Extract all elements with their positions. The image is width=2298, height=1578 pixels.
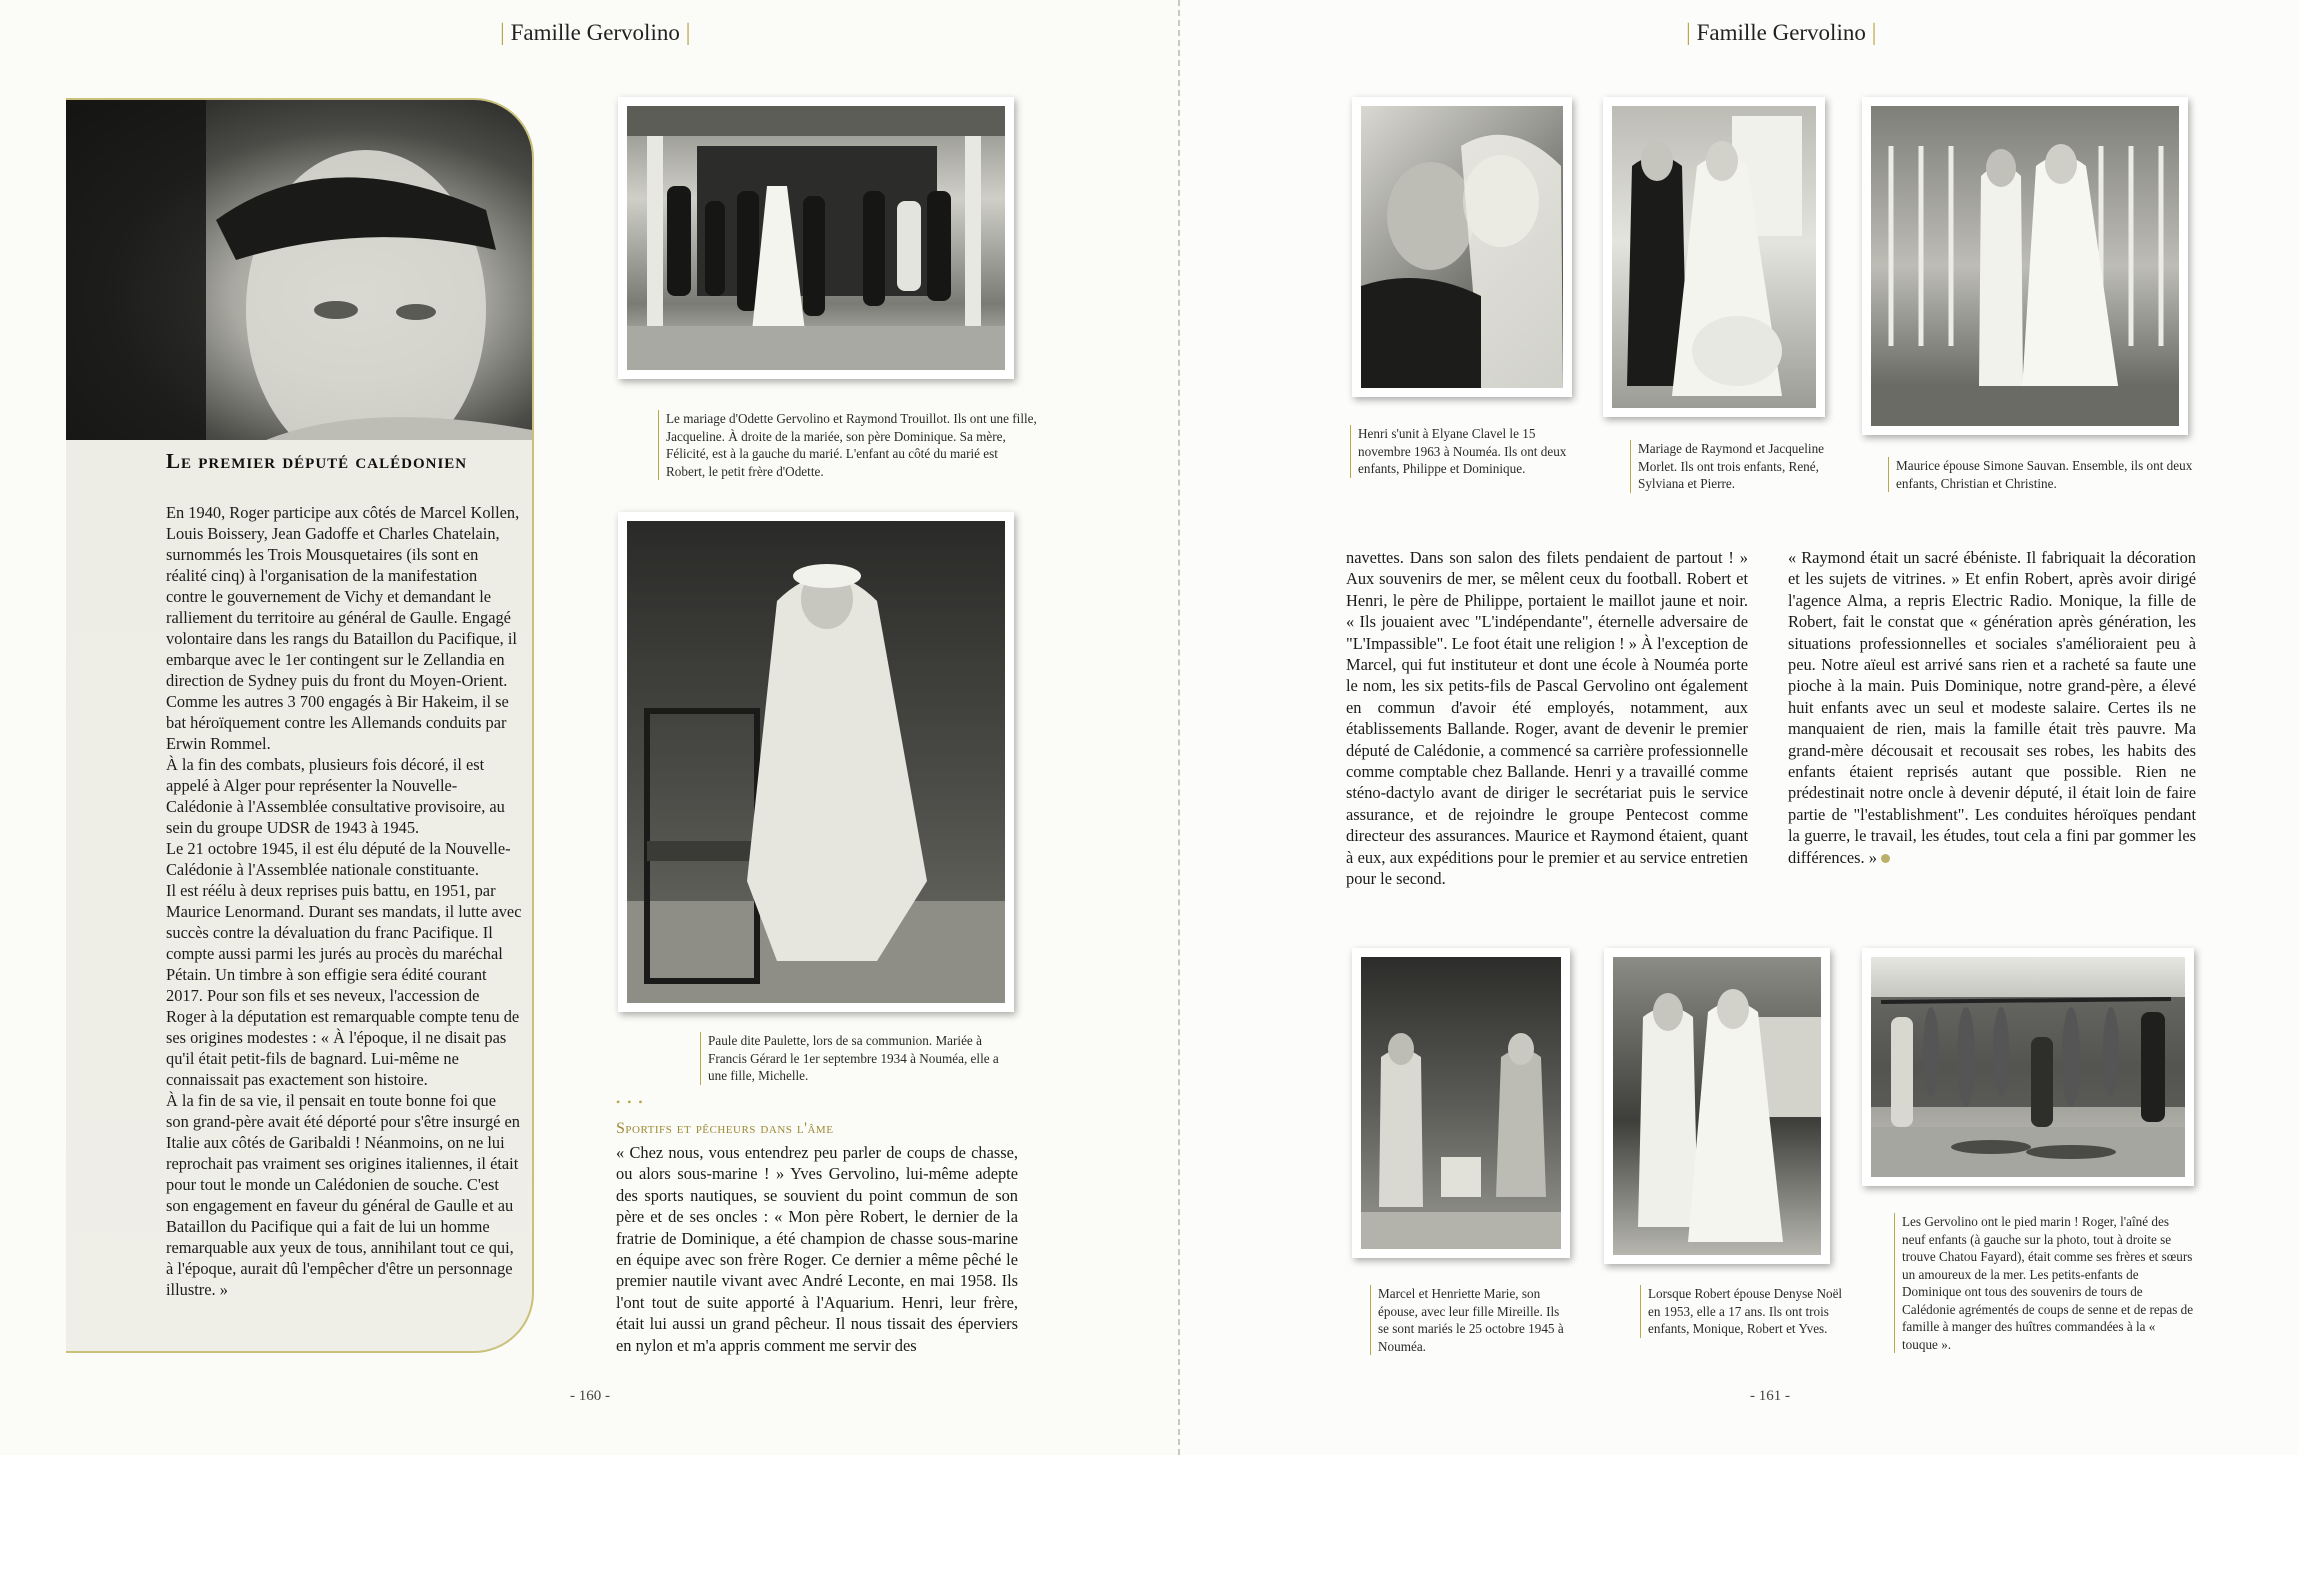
body-column-2 (1346, 547, 1748, 890)
caption-maurice: Maurice épouse Simone Sauvan. Ensemble, ils ont deux enfants, Christian et Christine. (1888, 457, 2198, 492)
sidebar-paragraph: À la fin de sa vie, il pensait en toute bonne foi que son grand-père avait été déporté pour s'être insurgé en Italie aux côtés de Garibaldi ! Néanmoins, on ne lui reprochait pas vraiment ses origines italiennes, il était pour tout le monde un Calédonien de souche. C'est son engagement en faveur du général de Gaulle et au Bataillon du Pacifique qui a fait de lui un homme remarquable aux yeux de tous, annihilant tout ce qui, à l'époque, aurait dû l'empêcher d'être un personnage illustre. » (166, 1091, 520, 1299)
caption-robert: Lorsque Robert épouse Denyse Noël en 1953, elle a 17 ans. Ils ont trois enfants, Monique, Robert et Yves. (1640, 1285, 1850, 1338)
caption-wedding-odette: Le mariage d'Odette Gervolino et Raymond Trouillot. Ils ont une fille, Jacqueline. À droite de la mariée, son père Dominique. Sa mère, Félicité, est à la gauche du marié. L'enfant au côté du marié est Robert, le petit frère d'Odette. (658, 410, 1038, 480)
sidebar-paragraph: À la fin des combats, plusieurs fois décoré, il est appelé à Alger pour représenter la Nouvelle-Calédonie à l'Assemblée consultative provisoire, au sein du groupe UDSR de 1943 à 1945. (166, 755, 505, 837)
page-number-right: - 161 - (1750, 1388, 1790, 1404)
photo-wedding-odette (618, 97, 1014, 379)
caption-marcel: Marcel et Henriette Marie, son épouse, avec leur fille Mireille. Ils se sont mariés le 25 octobre 1945 à Nouméa. (1370, 1285, 1570, 1355)
body-text: « Raymond était un sacré ébéniste. Il fabriquait la décoration et les sujets de vitrines. » Et enfin Robert, après avoir dirigé l'agence Alma, a repris Electric Radio. Monique, la fille de Robert, fait le constat que « génération après génération, les situations professionnelles et sociales s'amélioraient peu à peu. Notre aïeul est arrivé sans rien et a racheté sa faute une pioche à la main. Puis Dominique, notre grand-père, a élevé huit enfants avec un seul et modeste salaire. Certes ils ne manquaient de rien, mais la famille était très pauvre. Ma grand-mère décousait et recousait ses robes, les habits des enfants étaient reprisés autant que possible. Rien ne prédestinait notre oncle à devenir député, il était loin de faire partie de "l'establishment". Les conduites héroïques pendant la guerre, le travail, les études, tout cela a fini par gommer les différences. » (1788, 548, 2196, 867)
body-text: navettes. Dans son salon des filets pendaient de partout ! » Aux souvenirs de mer, se mêlent ceux du football. Robert et Henri, le père de Philippe, portaient le maillot jaune et noir. « Ils jouaient avec "L'indépendante", éternelle adversaire de "L'Impassible". Le foot était une religion ! » À l'exception de Marcel, qui fut instituteur et dont une école à Nouméa porte le nom, les six petits-fils de Pascal Gervolino ont également en commun d'avoir été employés, notamment, aux établissements Ballande. Roger, avant de devenir le premier député de Calédonie, a commencé sa carrière professionnelle comme comptable chez Ballande. Henri y a travaillé comme sténo-dactylo avant de diriger le secrétariat puis le service assurance, et de rejoindre le groupe Pentecost comme directeur des assurances. Maurice et Raymond étaient, quant à eux, aux expéditions pour le premier et au service entretien pour le second. (1346, 548, 1748, 889)
body-text: « Chez nous, vous entendrez peu parler de coups de chasse, ou alors sous-marine ! » Yves Gervolino, lui-même adepte des sports nautiques, se souvient du point commun de son père et de ses oncles : « Mon père Robert, le dernier de la fratrie de Dominique, a été champion de chasse sous-marine en équipe avec son frère Roger. Ce dernier a même pêché le premier nautile vivant avec André Leconte, en mai 1958. Ils l'ont tout de suite apporté à l'Aquarium. Henri, leur frère, était lui aussi un grand pêcheur. Il nous tissait des éperviers en nylon et m'a appris comment me servir des (616, 1143, 1018, 1355)
photo-paule-communion (618, 512, 1014, 1012)
caption-henri: Henri s'unit à Elyane Clavel le 15 novembre 1963 à Nouméa. Ils ont deux enfants, Philippe et Dominique. (1350, 425, 1570, 478)
caption-fishing: Les Gervolino ont le pied marin ! Roger, l'aîné des neuf enfants (à gauche sur la photo, tout à droite se trouve Chatou Fayard), était comme ses frères et sœurs un amoureux de la mer. Les petits-enfants de Dominique ont tous des souvenirs de tours de Calédonie agrémentés de coups de senne et de repas de famille à manger des huîtres commandées à la « touque ». (1894, 1213, 2194, 1353)
body-column-1 (616, 1142, 1018, 1356)
photo-maurice-wedding (1862, 97, 2188, 435)
photo-fishing (1862, 948, 2194, 1186)
photo-henri-wedding (1352, 97, 1572, 397)
end-of-article-dot (1881, 854, 1890, 863)
sidebar-paragraph: Le 21 octobre 1945, il est élu député de la Nouvelle-Calédonie à l'Assemblée nationale constituante. (166, 839, 511, 879)
page-number-left: - 160 - (570, 1388, 610, 1404)
body-column-3 (1788, 547, 2196, 868)
sidebar-text (166, 502, 522, 1300)
photo-marcel-family (1352, 948, 1570, 1258)
portrait-photo-roger (66, 100, 532, 440)
sidebar-title: Le premier député calédonien (166, 449, 468, 473)
sidebar-paragraph: En 1940, Roger participe aux côtés de Marcel Kollen, Louis Boissery, Jean Gadoffe et Charles Chatelain, surnommés les Trois Mousquetaires (ils sont en réalité cinq) à l'organisation de la manifestation contre le gouvernement de Vichy et demandant le ralliement du territoire au général de Gaulle. Engagé volontaire dans les rangs du Bataillon du Pacifique, il embarque avec le 1er contingent sur le Zellandia en direction de Sydney puis du front du Moyen-Orient. Comme les autres 3 700 engagés à Bir Hakeim, il se bat héroïquement contre les Allemands conduits par Erwin Rommel. (166, 503, 520, 753)
running-head-right: | Famille Gervolino | (1686, 20, 1877, 46)
photo-raymond-wedding (1603, 97, 1825, 417)
caption-paule: Paule dite Paulette, lors de sa communion. Mariée à Francis Gérard le 1er septembre 1934 à Nouméa, elle a une fille, Michelle. (700, 1032, 1000, 1085)
section-ornament: • • • (616, 1095, 645, 1109)
photo-robert-wedding (1604, 948, 1830, 1264)
running-head-left: | Famille Gervolino | (500, 20, 691, 46)
scan-margin (0, 1455, 2298, 1578)
section-title: Sportifs et pêcheurs dans l'âme (616, 1120, 834, 1137)
caption-raymond: Mariage de Raymond et Jacqueline Morlet. Ils ont trois enfants, René, Sylviana et Pierre. (1630, 440, 1850, 493)
sidebar-paragraph: Il est réélu à deux reprises puis battu, en 1951, par Maurice Lenormand. Durant ses mandats, il lutte avec succès contre la dévaluation du franc Pacifique. Il compte aussi parmi les jurés au procès du maréchal Pétain. Un timbre à son effigie sera édité courant 2017. Pour son fils et ses neveux, l'accession de Roger à la députation est remarquable compte tenu de ses origines modestes : « À l'époque, il ne disait pas qu'il était petit-fils de bagnard. Lui-même ne connaissait pas exactement son histoire. (166, 881, 522, 1089)
